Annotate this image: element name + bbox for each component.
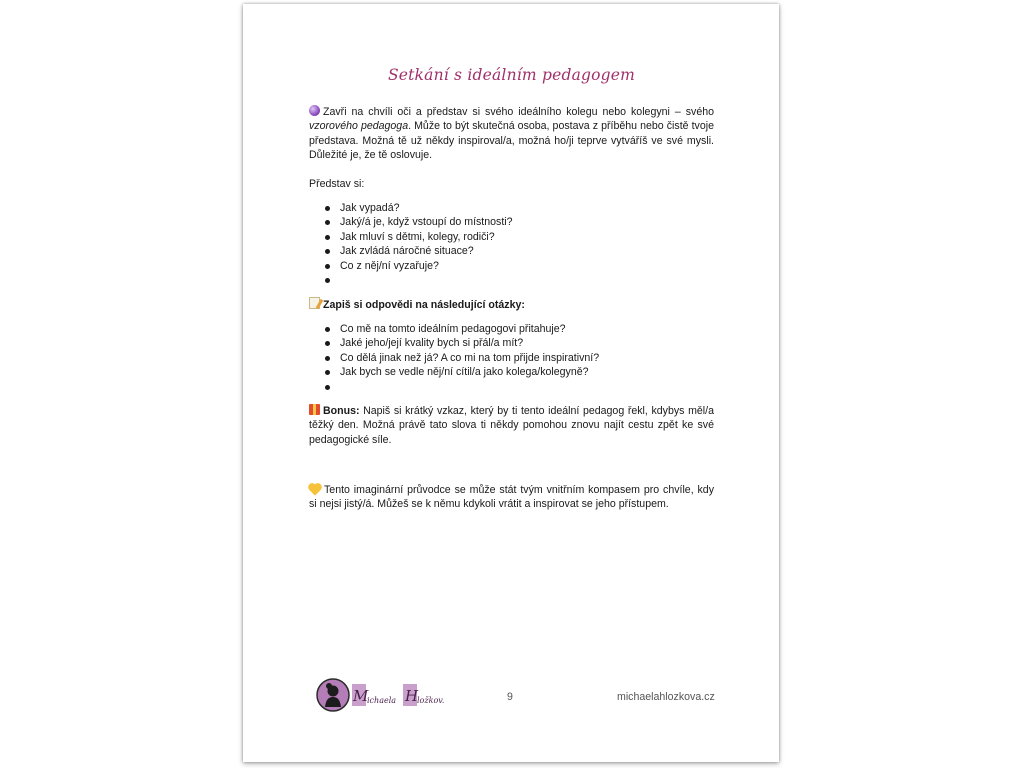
- intro-paragraph: [309, 105, 714, 163]
- footer-logo: [316, 677, 448, 713]
- crystal-ball-icon: [309, 105, 320, 116]
- svg-text:H: H: [405, 687, 419, 705]
- imagine-list: [309, 201, 714, 287]
- list-item: Jak vypadá?: [309, 201, 714, 215]
- questions-list: [309, 322, 714, 394]
- list-item: Jak mluví s dětmi, kolegy, rodiči?: [309, 230, 714, 244]
- svg-text:ichaela: ichaela: [367, 696, 397, 705]
- footer-url[interactable]: michaelahlozkova.cz: [617, 691, 715, 703]
- yellow-heart-icon: [309, 484, 320, 495]
- list-item: Co dělá jinak než já? A co mi na tom přijde inspirativní?: [309, 351, 714, 365]
- intro-text-before: Zavři na chvíli oči a představ si svého ideálního kolegu nebo kolegyni – svého: [323, 106, 714, 118]
- closing-text: Tento imaginární průvodce se může stát tvým vnitřním kompasem pro chvíle, kdy si nejsi jistý/á. Můžeš se k němu kdykoli vrátit a inspirovat se jeho přístupem.: [309, 484, 714, 511]
- bonus-paragraph: [309, 404, 714, 447]
- memo-icon: [309, 297, 320, 309]
- list-item: Jak bych se vedle něj/ní cítil/a jako kolega/kolegyně?: [309, 365, 714, 379]
- list-item: Jaké jeho/její kvality bych si přál/a mít?: [309, 336, 714, 350]
- intro-text-after: . Může to být skutečná osoba, postava z příběhu nebo čistě tvoje představa. Možná tě už někdy inspiroval/a, možná ho/ji teprve vytváříš ve své mysli. Důležité je, že tě oslovuje.: [309, 120, 714, 162]
- list-item: Jaký/á je, když vstoupí do místnosti?: [309, 215, 714, 229]
- gift-icon: [309, 404, 320, 415]
- questions-heading-text: Zapiš si odpovědi na následující otázky:: [323, 299, 525, 311]
- page-number: 9: [507, 691, 513, 703]
- svg-text:ložkov.: ložkov.: [417, 696, 445, 705]
- list-item: [309, 380, 714, 394]
- imagine-label: Představ si:: [309, 178, 365, 190]
- list-item: [309, 273, 714, 287]
- list-item: Jak zvládá náročné situace?: [309, 244, 714, 258]
- closing-paragraph: [309, 483, 714, 512]
- bonus-text: Napiš si krátký vzkaz, který by ti tento ideální pedagog řekl, kdybys měl/a těžký den. Možná právě tato slova ti někdy pomohou znovu najít cestu zpět ke své pedagogické síle.: [309, 405, 714, 446]
- list-item: Co mě na tomto ideálním pedagogovi přitahuje?: [309, 322, 714, 336]
- bonus-label: Bonus:: [323, 405, 360, 417]
- page-title: Setkání s ideálním pedagogem: [387, 66, 636, 84]
- svg-text:M: M: [353, 687, 369, 705]
- list-item: Co z něj/ní vyzařuje?: [309, 259, 714, 273]
- questions-heading: [309, 297, 525, 312]
- intro-text-italic: vzorového pedagoga: [309, 120, 409, 133]
- document-page: [243, 4, 779, 762]
